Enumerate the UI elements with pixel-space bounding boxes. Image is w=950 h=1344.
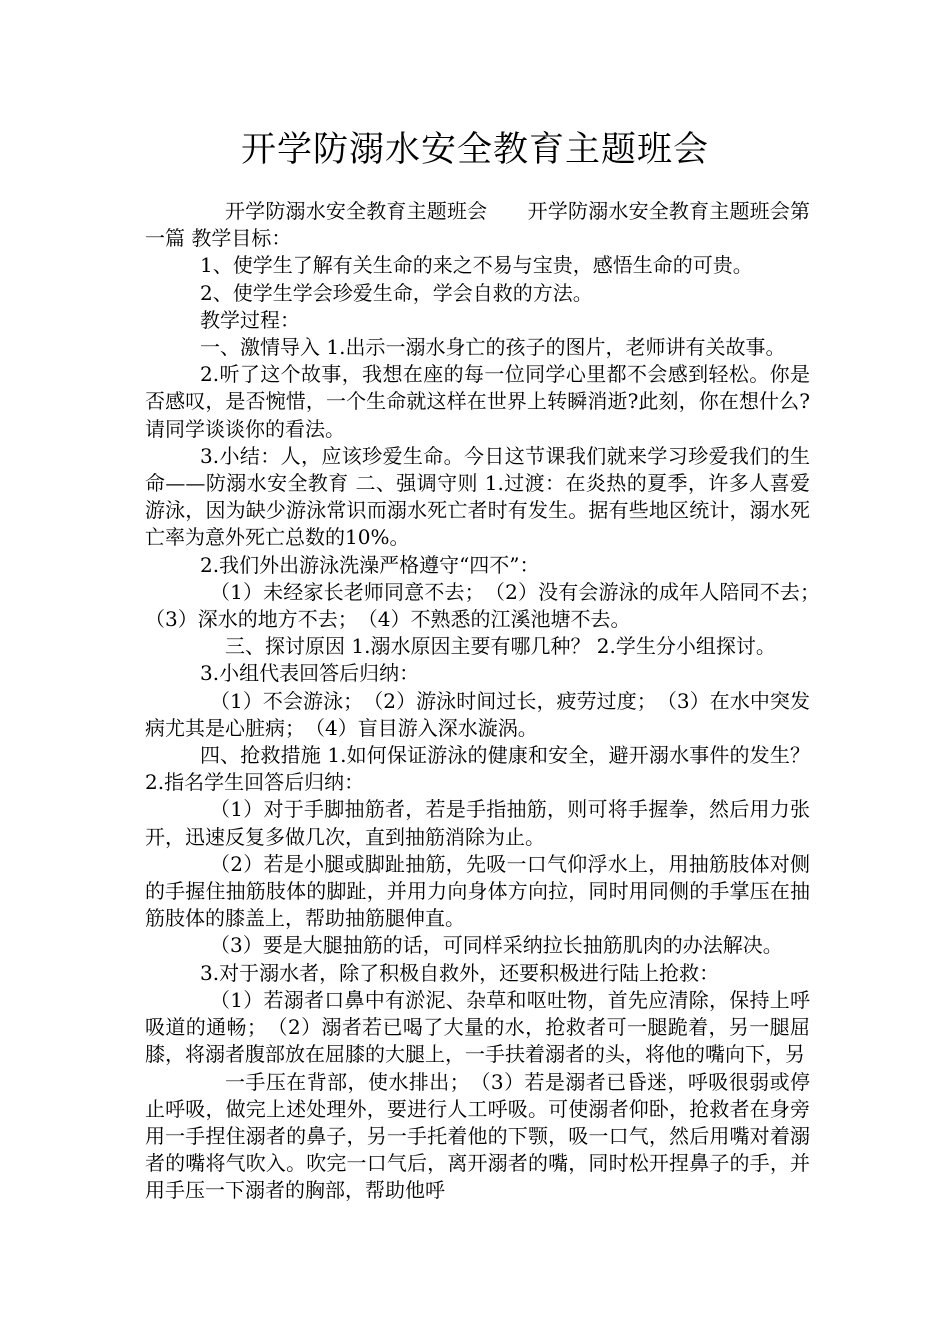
paragraph-cramp-leg: （2）若是小腿或脚趾抽筋，先吸一口气仰浮水上，用抽筋肢体对侧的手握住抽筋肢体的脚趾，并用力向身体方向拉，同时用同侧的手掌压在抽筋肢体的膝盖上，帮助抽筋腿伸直。 bbox=[145, 851, 810, 931]
paragraph-four-rules-heading: 2.我们外出游泳洗澡严格遵守“四不”： bbox=[200, 552, 540, 577]
paragraph-intro: 开学防溺水安全教育主题班会 开学防溺水安全教育主题班会第一篇 教学目标： bbox=[145, 199, 810, 251]
paragraph-summary: 3.小结：人，应该珍爱生命。今日这节课我们就来学习珍爱我们的生命——防溺水安全教育 二、强调守则 1.过渡：在炎热的夏季，许多人喜爱游泳，因为缺少游泳常识而溺水死亡者时有发生。据有些地区统计，溺水死亡率为意外死亡总数的10%。 bbox=[145, 443, 810, 550]
paragraph-rescue-2: 一手压在背部，使水排出； （3）若是溺者已昏迷，呼吸很弱或停止呼吸，做完上述处理外，要进行人工呼吸。可使溺者仰卧，抢救者在身旁用一手捏住溺者的鼻子，另一手托着他的下颚，吸一口气，然后用嘴对着溺者的嘴将气吹入。吹完一口气后，离开溺者的嘴，同时松开捏鼻子的手，并用手压一下溺者的胸部，帮助他呼 bbox=[145, 1069, 810, 1203]
paragraph-group-report: 3.小组代表回答后归纳： bbox=[200, 661, 420, 686]
paragraph-section-1: 一、激情导入 1.出示一溺水身亡的孩子的图片，老师讲有关故事。 bbox=[200, 335, 786, 360]
paragraph-rescue-1: （1）若溺者口鼻中有淤泥、杂草和呕吐物，首先应清除，保持上呼吸道的通畅； （2）溺者若已喝了大量的水，抢救者可一腿跪着，另一腿屈膝，将溺者腹部放在屈膝的大腿上，一手扶着溺者的头，将他的嘴向下，另 bbox=[145, 987, 810, 1067]
document-body bbox=[145, 198, 830, 1205]
paragraph-process-heading: 教学过程： bbox=[200, 307, 300, 332]
paragraph-section-4: 四、抢救措施 1.如何保证游泳的健康和安全，避开溺水事件的发生？ 2.指名学生回答后归纳： bbox=[145, 743, 810, 795]
paragraph-section-3: 三、探讨原因 1.溺水原因主要有哪几种？ 2.学生分小组探讨。 bbox=[225, 634, 776, 659]
paragraph-four-rules: （1）未经家长老师同意不去； （2）没有会游泳的成年人陪同不去； （3）深水的地方不去； （4）不熟悉的江溪池塘不去。 bbox=[145, 579, 830, 632]
paragraph-causes: （1）不会游泳； （2）游泳时间过长，疲劳过度； （3）在水中突发病尤其是心脏病； （4）盲目游入深水漩涡。 bbox=[145, 688, 810, 740]
paragraph-cramp-thigh: （3）要是大腿抽筋的话，可同样采纳拉长抽筋肌肉的办法解决。 bbox=[210, 933, 783, 958]
paragraph-cramp-hand: （1）对于手脚抽筋者，若是手指抽筋，则可将手握拳，然后用力张开，迅速反复多做几次，直到抽筋消除为止。 bbox=[145, 797, 810, 849]
document-title: 开学防溺水安全教育主题班会 bbox=[240, 130, 709, 170]
paragraph-goal-2: 2、使学生学会珍爱生命，学会自救的方法。 bbox=[200, 280, 593, 305]
paragraph-goal-1: 1、使学生了解有关生命的来之不易与宝贵，感悟生命的可贵。 bbox=[200, 253, 753, 278]
paragraph-story: 2.听了这个故事，我想在座的每一位同学心里都不会感到轻松。你是否感叹，是否惋惜，一个生命就这样在世界上转瞬消逝?此刻，你在想什么?请同学谈谈你的看法。 bbox=[145, 362, 810, 441]
paragraph-rescue-heading: 3.对于溺水者，除了积极自救外，还要积极进行陆上抢救： bbox=[200, 960, 720, 985]
